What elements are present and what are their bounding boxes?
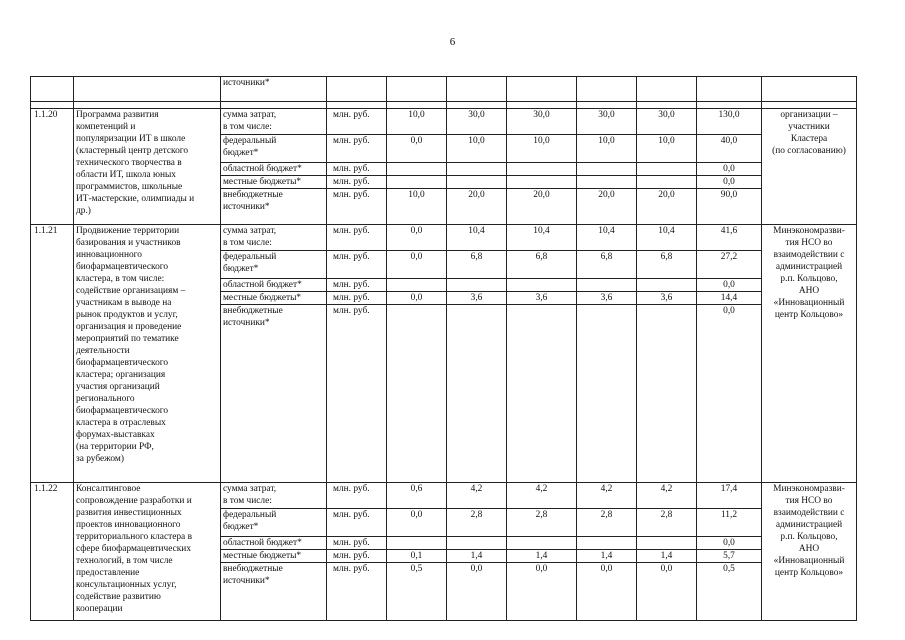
- unit-cell: млн. руб.: [327, 251, 387, 279]
- year-value: [507, 305, 577, 483]
- table-cell: [31, 77, 74, 102]
- year-value: [507, 163, 577, 176]
- unit-cell: млн. руб.: [327, 135, 387, 163]
- activity-name: Программа развития компетенций и популяризации ИТ в школе (кластерный центр детского технического творчества в области ИТ, школа юных программистов, школьные ИТ-мастерские, олимпиады и др.): [74, 109, 221, 225]
- spacer-row: [31, 102, 857, 109]
- unit-cell: млн. руб.: [327, 305, 387, 483]
- year-value: [447, 279, 507, 292]
- year-value: 3,6: [507, 292, 577, 305]
- unit-cell: млн. руб.: [327, 537, 387, 550]
- total-value: 11,2: [697, 509, 762, 537]
- total-value: 90,0: [697, 189, 762, 225]
- executor-cell: Минэкономразви- тия НСО во взаимодействии с администрацией р.п. Кольцово, АНО «Инновационный центр Кольцово»: [762, 483, 857, 621]
- year-value: [577, 279, 637, 292]
- table-cell: [637, 77, 697, 102]
- year-value: 10,0: [507, 135, 577, 163]
- year-value: 30,0: [447, 109, 507, 135]
- funding-source: областной бюджет*: [221, 279, 327, 292]
- year-value: [637, 537, 697, 550]
- unit-cell: млн. руб.: [327, 109, 387, 135]
- year-value: 10,0: [387, 189, 447, 225]
- year-value: 1,4: [507, 550, 577, 563]
- year-value: [387, 163, 447, 176]
- year-value: 0,5: [387, 563, 447, 621]
- year-value: 0,0: [507, 563, 577, 621]
- year-value: 1,4: [577, 550, 637, 563]
- funding-source: областной бюджет*: [221, 163, 327, 176]
- item-number: 1.1.21: [31, 225, 74, 483]
- year-value: [637, 305, 697, 483]
- year-value: 3,6: [577, 292, 637, 305]
- year-value: 1,4: [447, 550, 507, 563]
- year-value: 0,0: [447, 563, 507, 621]
- year-value: 0,0: [387, 292, 447, 305]
- year-value: 6,8: [447, 251, 507, 279]
- year-value: 30,0: [507, 109, 577, 135]
- unit-cell: млн. руб.: [327, 509, 387, 537]
- year-value: [507, 279, 577, 292]
- year-value: [447, 163, 507, 176]
- funding-source: сумма затрат, в том числе:: [221, 109, 327, 135]
- year-value: 2,8: [577, 509, 637, 537]
- year-value: 3,6: [447, 292, 507, 305]
- year-value: [577, 163, 637, 176]
- total-value: 27,2: [697, 251, 762, 279]
- year-value: 20,0: [577, 189, 637, 225]
- year-value: 10,4: [577, 225, 637, 251]
- year-value: [577, 537, 637, 550]
- total-value: 40,0: [697, 135, 762, 163]
- activity-name: Консалтинговое сопровождение разработки и развития инвестиционных проектов инновационного территориального кластера в сфере биофармацевтических технологий, в том числе предоставление консультационных услуг, содействие развитию кооперации: [74, 483, 221, 621]
- year-value: 1,4: [637, 550, 697, 563]
- total-value: 0,0: [697, 279, 762, 292]
- funding-source: сумма затрат, в том числе:: [221, 225, 327, 251]
- year-value: 6,8: [507, 251, 577, 279]
- table-cell: [447, 77, 507, 102]
- funding-source: местные бюджеты*: [221, 292, 327, 305]
- year-value: 10,0: [637, 135, 697, 163]
- activity-name: Продвижение территории базирования и участников инновационного биофармацевтического кластера, в том числе: содействие организациям – участникам в выводе на рынок продуктов и услуг, организация и проведение мероприятий по тематике деятельности биофармацевтического кластера; организация участия организаций регионального биофармацевтического кластера в отраслевых форумах-выставках (на территории РФ, за рубежом): [74, 225, 221, 483]
- year-value: 10,0: [387, 109, 447, 135]
- year-value: 10,4: [637, 225, 697, 251]
- year-value: 0,0: [387, 509, 447, 537]
- year-value: 20,0: [637, 189, 697, 225]
- funding-source: местные бюджеты*: [221, 176, 327, 189]
- unit-cell: млн. руб.: [327, 292, 387, 305]
- year-value: [577, 176, 637, 189]
- funding-source: федеральный бюджет*: [221, 135, 327, 163]
- year-value: 0,0: [387, 225, 447, 251]
- year-value: [447, 176, 507, 189]
- year-value: 4,2: [507, 483, 577, 509]
- table-row: [31, 483, 857, 509]
- year-value: 20,0: [507, 189, 577, 225]
- funding-source: сумма затрат, в том числе:: [221, 483, 327, 509]
- year-value: 2,8: [637, 509, 697, 537]
- table-cell: [387, 77, 447, 102]
- table-row: [31, 225, 857, 251]
- year-value: 2,8: [447, 509, 507, 537]
- year-value: 0,0: [637, 563, 697, 621]
- total-value: 0,5: [697, 563, 762, 621]
- year-value: 30,0: [577, 109, 637, 135]
- year-value: 10,0: [577, 135, 637, 163]
- executor-cell: Минэкономразви- тия НСО во взаимодействии с администрацией р.п. Кольцово, АНО «Инновационный центр Кольцово»: [762, 225, 857, 483]
- year-value: 0,0: [387, 135, 447, 163]
- year-value: [387, 537, 447, 550]
- source-cell: источники*: [221, 77, 327, 102]
- year-value: 0,1: [387, 550, 447, 563]
- total-value: 130,0: [697, 109, 762, 135]
- year-value: [507, 176, 577, 189]
- item-number: 1.1.22: [31, 483, 74, 621]
- year-value: 3,6: [637, 292, 697, 305]
- year-value: 4,2: [637, 483, 697, 509]
- total-value: 0,0: [697, 537, 762, 550]
- executor-cell: организации – участники Кластера (по согласованию): [762, 109, 857, 225]
- year-value: 10,4: [447, 225, 507, 251]
- unit-cell: млн. руб.: [327, 225, 387, 251]
- year-value: 4,2: [447, 483, 507, 509]
- unit-cell: млн. руб.: [327, 189, 387, 225]
- year-value: 10,4: [507, 225, 577, 251]
- funding-source: местные бюджеты*: [221, 550, 327, 563]
- total-value: 5,7: [697, 550, 762, 563]
- unit-cell: млн. руб.: [327, 563, 387, 621]
- unit-cell: млн. руб.: [327, 176, 387, 189]
- total-value: 41,6: [697, 225, 762, 251]
- year-value: [387, 305, 447, 483]
- table-cell: [327, 77, 387, 102]
- year-value: 2,8: [507, 509, 577, 537]
- year-value: [447, 305, 507, 483]
- unit-cell: млн. руб.: [327, 483, 387, 509]
- funding-source: внебюджетные источники*: [221, 305, 327, 483]
- table-cell: [697, 77, 762, 102]
- year-value: 6,8: [577, 251, 637, 279]
- page-number: 6: [449, 36, 456, 48]
- unit-cell: млн. руб.: [327, 279, 387, 292]
- unit-cell: млн. руб.: [327, 163, 387, 176]
- table-body: [31, 77, 857, 621]
- year-value: 0,0: [387, 251, 447, 279]
- unit-cell: млн. руб.: [327, 550, 387, 563]
- year-value: [637, 163, 697, 176]
- year-value: [387, 176, 447, 189]
- total-value: 0,0: [697, 176, 762, 189]
- total-value: 17,4: [697, 483, 762, 509]
- funding-source: федеральный бюджет*: [221, 251, 327, 279]
- table-row: [31, 109, 857, 135]
- year-value: [637, 279, 697, 292]
- table-cell: [507, 77, 577, 102]
- funding-source: федеральный бюджет*: [221, 509, 327, 537]
- table-cell: [577, 77, 637, 102]
- total-value: 14,4: [697, 292, 762, 305]
- year-value: [447, 537, 507, 550]
- table-cell: [74, 77, 221, 102]
- year-value: 0,0: [577, 563, 637, 621]
- year-value: [637, 176, 697, 189]
- total-value: 0,0: [697, 305, 762, 483]
- continuation-row: [31, 77, 857, 102]
- year-value: 4,2: [577, 483, 637, 509]
- year-value: 20,0: [447, 189, 507, 225]
- year-value: 10,0: [447, 135, 507, 163]
- year-value: [577, 305, 637, 483]
- item-number: 1.1.20: [31, 109, 74, 225]
- year-value: [387, 279, 447, 292]
- funding-source: внебюджетные источники*: [221, 563, 327, 621]
- year-value: 0,6: [387, 483, 447, 509]
- funding-source: областной бюджет*: [221, 537, 327, 550]
- year-value: [507, 537, 577, 550]
- funding-table: [30, 76, 857, 621]
- table-cell: [762, 77, 857, 102]
- year-value: 6,8: [637, 251, 697, 279]
- year-value: 30,0: [637, 109, 697, 135]
- total-value: 0,0: [697, 163, 762, 176]
- funding-source: внебюджетные источники*: [221, 189, 327, 225]
